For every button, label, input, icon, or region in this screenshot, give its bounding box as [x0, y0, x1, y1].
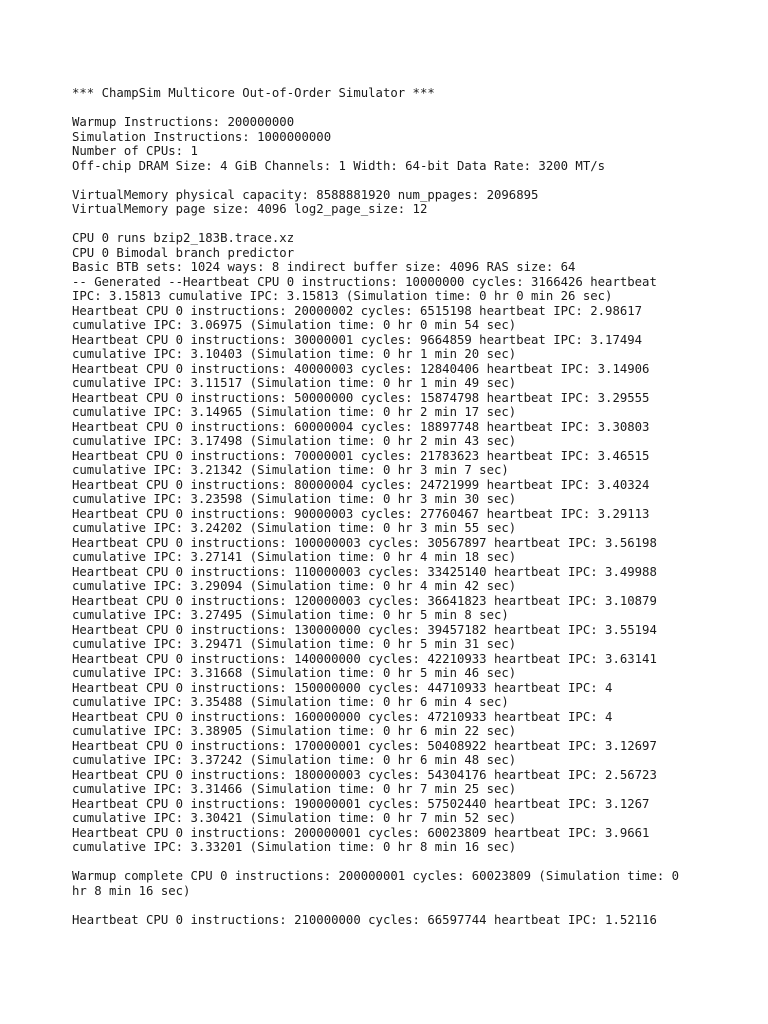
log-line: Heartbeat CPU 0 instructions: 180000003 cycles: 54304176 heartbeat IPC: 2.56723: [72, 767, 657, 782]
log-line: cumulative IPC: 3.23598 (Simulation time: 0 hr 3 min 30 sec): [72, 492, 517, 506]
blank-line: [72, 101, 712, 116]
log-line: Heartbeat CPU 0 instructions: 140000000 cycles: 42210933 heartbeat IPC: 3.63141: [72, 651, 657, 666]
log-line: Heartbeat CPU 0 instructions: 130000000 cycles: 39457182 heartbeat IPC: 3.55194: [72, 622, 657, 637]
log-line: Number of CPUs: 1: [72, 144, 198, 158]
blank-line: [72, 898, 712, 913]
log-line: cumulative IPC: 3.31466 (Simulation time: 0 hr 7 min 25 sec): [72, 782, 517, 796]
log-line: Heartbeat CPU 0 instructions: 200000001 cycles: 60023809 heartbeat IPC: 3.9661: [72, 825, 650, 840]
log-line: cumulative IPC: 3.27495 (Simulation time: 0 hr 5 min 8 sec): [72, 608, 509, 622]
log-line: CPU 0 runs bzip2_183B.trace.xz: [72, 231, 295, 245]
log-line: Heartbeat CPU 0 instructions: 190000001 cycles: 57502440 heartbeat IPC: 3.1267: [72, 796, 650, 811]
log-line: Heartbeat CPU 0 instructions: 90000003 cycles: 27760467 heartbeat IPC: 3.29113: [72, 506, 650, 521]
log-line: Heartbeat CPU 0 instructions: 120000003 cycles: 36641823 heartbeat IPC: 3.10879: [72, 593, 657, 608]
log-line: cumulative IPC: 3.21342 (Simulation time: 0 hr 3 min 7 sec): [72, 463, 509, 477]
log-line: cumulative IPC: 3.11517 (Simulation time: 0 hr 1 min 49 sec): [72, 376, 517, 390]
log-line: cumulative IPC: 3.30421 (Simulation time: 0 hr 7 min 52 sec): [72, 811, 517, 825]
log-line: Basic BTB sets: 1024 ways: 8 indirect buffer size: 4096 RAS size: 64: [72, 260, 576, 274]
log-line: cumulative IPC: 3.10403 (Simulation time: 0 hr 1 min 20 sec): [72, 347, 517, 361]
log-line: Heartbeat CPU 0 instructions: 20000002 cycles: 6515198 heartbeat IPC: 2.98617: [72, 303, 643, 318]
log-line: VirtualMemory page size: 4096 log2_page_size: 12: [72, 202, 428, 216]
log-line: Heartbeat CPU 0 instructions: 100000003 cycles: 30567897 heartbeat IPC: 3.56198: [72, 535, 657, 550]
blank-line: [72, 217, 712, 232]
log-line: VirtualMemory physical capacity: 8588881920 num_ppages: 2096895: [72, 187, 539, 202]
log-line: Off-chip DRAM Size: 4 GiB Channels: 1 Width: 64-bit Data Rate: 3200 MT/s: [72, 158, 606, 173]
log-line: Heartbeat CPU 0 instructions: 150000000 cycles: 44710933 heartbeat IPC: 4: [72, 680, 613, 695]
simulation-log: [72, 86, 712, 927]
blank-line: [72, 173, 712, 188]
log-line: Heartbeat CPU 0 instructions: 170000001 cycles: 50408922 heartbeat IPC: 3.12697: [72, 738, 657, 753]
log-line: CPU 0 Bimodal branch predictor: [72, 245, 295, 260]
log-line: cumulative IPC: 3.31668 (Simulation time: 0 hr 5 min 46 sec): [72, 666, 517, 680]
log-line: cumulative IPC: 3.24202 (Simulation time: 0 hr 3 min 55 sec): [72, 521, 517, 535]
log-line: Warmup Instructions: 200000000: [72, 115, 295, 129]
blank-line: [72, 855, 712, 870]
log-line: cumulative IPC: 3.27141 (Simulation time: 0 hr 4 min 18 sec): [72, 550, 517, 564]
log-line: cumulative IPC: 3.33201 (Simulation time: 0 hr 8 min 16 sec): [72, 840, 517, 854]
log-line: cumulative IPC: 3.14965 (Simulation time: 0 hr 2 min 17 sec): [72, 405, 517, 419]
log-line: cumulative IPC: 3.29471 (Simulation time: 0 hr 5 min 31 sec): [72, 637, 517, 651]
log-line: -- Generated --Heartbeat CPU 0 instructions: 10000000 cycles: 3166426 heartbeat: [72, 274, 657, 289]
log-line: hr 8 min 16 sec): [72, 883, 191, 898]
log-line: cumulative IPC: 3.35488 (Simulation time: 0 hr 6 min 4 sec): [72, 695, 509, 709]
log-line: Heartbeat CPU 0 instructions: 110000003 cycles: 33425140 heartbeat IPC: 3.49988: [72, 564, 657, 579]
log-line: Warmup complete CPU 0 instructions: 200000001 cycles: 60023809 (Simulation time: 0: [72, 869, 680, 883]
log-line: Simulation Instructions: 1000000000: [72, 129, 332, 144]
log-line: cumulative IPC: 3.17498 (Simulation time: 0 hr 2 min 43 sec): [72, 434, 517, 448]
log-line: Heartbeat CPU 0 instructions: 30000001 cycles: 9664859 heartbeat IPC: 3.17494: [72, 332, 643, 347]
log-line: cumulative IPC: 3.06975 (Simulation time: 0 hr 0 min 54 sec): [72, 318, 517, 332]
log-line: cumulative IPC: 3.37242 (Simulation time: 0 hr 6 min 48 sec): [72, 753, 517, 767]
log-line: Heartbeat CPU 0 instructions: 60000004 cycles: 18897748 heartbeat IPC: 3.30803: [72, 419, 650, 434]
log-line: Heartbeat CPU 0 instructions: 80000004 cycles: 24721999 heartbeat IPC: 3.40324: [72, 477, 650, 492]
log-line: cumulative IPC: 3.29094 (Simulation time: 0 hr 4 min 42 sec): [72, 579, 517, 593]
log-line: cumulative IPC: 3.38905 (Simulation time: 0 hr 6 min 22 sec): [72, 724, 517, 738]
log-line: Heartbeat CPU 0 instructions: 210000000 cycles: 66597744 heartbeat IPC: 1.52116: [72, 912, 657, 927]
log-line: Heartbeat CPU 0 instructions: 50000000 cycles: 15874798 heartbeat IPC: 3.29555: [72, 390, 650, 405]
log-line: IPC: 3.15813 cumulative IPC: 3.15813 (Simulation time: 0 hr 0 min 26 sec): [72, 289, 613, 303]
log-line: *** ChampSim Multicore Out-of-Order Simulator ***: [72, 86, 435, 100]
log-line: Heartbeat CPU 0 instructions: 160000000 cycles: 47210933 heartbeat IPC: 4: [72, 709, 613, 724]
log-line: Heartbeat CPU 0 instructions: 40000003 cycles: 12840406 heartbeat IPC: 3.14906: [72, 361, 650, 376]
log-line: Heartbeat CPU 0 instructions: 70000001 cycles: 21783623 heartbeat IPC: 3.46515: [72, 448, 650, 463]
